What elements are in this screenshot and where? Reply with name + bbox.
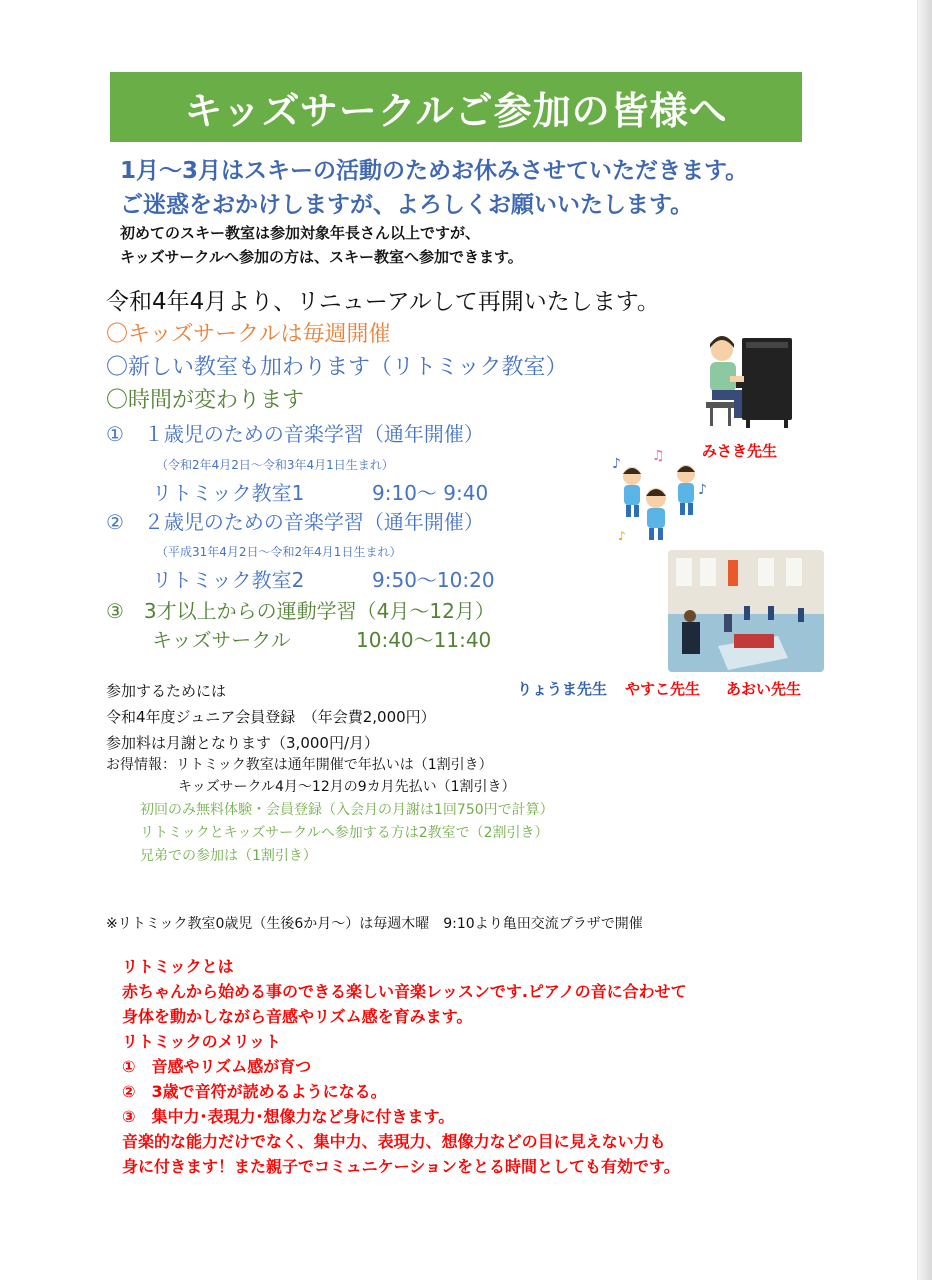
participation-membership: 令和4年度ジュニア会員登録 （年会費2,000円） <box>106 708 436 726</box>
dancing-kids-illustration <box>608 446 712 546</box>
infant-class-note: ※リトミック教室0歳児（生後6か月～）は毎週木曜 9:10より亀田交流プラザで開催 <box>106 916 643 932</box>
participation-two-class: リトミックとキッズサークルへ参加する方は2教室で（2割引き） <box>140 825 549 841</box>
page-edge <box>917 0 932 1280</box>
participation-deal-2: キッズサークル4月～12月の9カ月先払い（1割引き） <box>178 779 516 795</box>
class-2-time: 9:50～10:20 <box>372 568 495 592</box>
intro-line-1: 1月～3月はスキーの活動のためお休みさせていただきます。 <box>120 158 749 184</box>
class-2-heading: ② ２歳児のための音楽学習（通年開催） <box>106 510 484 534</box>
rhythmic-desc-1: 赤ちゃんから始める事のできる楽しい音楽レッスンです.ピアノの音に合わせて <box>122 982 687 1001</box>
teacher-misaki-label: みさき先生 <box>702 442 778 460</box>
page-title-banner <box>110 72 802 142</box>
rhythmic-merit-3: ③ 集中力･表現力･想像力など身に付きます。 <box>122 1107 455 1126</box>
class-3-heading: ③ 3才以上からの運動学習（4月～12月） <box>106 599 495 623</box>
page-title: キッズサークルご参加の皆様へ <box>184 88 728 133</box>
point-weekly: 〇キッズサークルは毎週開催 <box>106 322 391 347</box>
class-1-time: 9:10～ 9:40 <box>372 481 489 505</box>
rhythmic-merit-2: ② 3歳で音符が読めるようになる。 <box>122 1082 387 1101</box>
gym-class-photo <box>668 550 824 672</box>
teacher-yasuko-label: やすこ先生 <box>625 680 701 698</box>
class-1-name: リトミック教室1 <box>152 481 305 505</box>
participation-deal-1: お得情報：リトミック教室は通年開催で年払いは（1割引き） <box>106 757 493 773</box>
rhythmic-merit-1: ① 音感やリズム感が育つ <box>122 1057 312 1076</box>
svg-text:♪: ♪ <box>618 529 626 543</box>
class-3-name: キッズサークル <box>152 628 291 652</box>
rhythmic-heading: リトミックとは <box>122 957 234 976</box>
teacher-ryouma-label: りょうま先生 <box>517 680 608 698</box>
class-2-birth-note: （平成31年4月2日～令和2年4月1日生まれ） <box>156 545 402 559</box>
class-2-name: リトミック教室2 <box>152 568 305 592</box>
participation-heading: 参加するためには <box>106 682 227 700</box>
intro-line-3: 初めてのスキー教室は参加対象年長さん以上ですが、 <box>120 224 481 242</box>
class-1-heading: ① １歳児のための音楽学習（通年開催） <box>106 422 484 446</box>
participation-free-trial: 初回のみ無料体験・会員登録（入会月の月謝は1回750円で計算） <box>140 802 554 818</box>
rhythmic-desc-2: 身体を動かしながら音感やリズム感を育みます。 <box>122 1007 473 1026</box>
point-time-change: 〇時間が変わります <box>106 388 305 413</box>
rhythmic-summary-1: 音楽的な能力だけでなく、集中力、表現力、想像力などの目に見えない力も <box>122 1132 666 1151</box>
rhythmic-summary-2: 身に付きます！また親子でコミュニケーションをとる時間としても有効です。 <box>122 1157 680 1176</box>
svg-text:♪: ♪ <box>612 456 621 472</box>
class-3-time: 10:40～11:40 <box>356 628 492 652</box>
teacher-aoi-label: あおい先生 <box>726 680 802 698</box>
participation-siblings: 兄弟での参加は（1割引き） <box>140 848 317 864</box>
piano-teacher-illustration <box>700 330 800 430</box>
svg-text:♫: ♫ <box>652 448 665 464</box>
point-new-class: 〇新しい教室も加わります（リトミック教室） <box>106 355 568 380</box>
rhythmic-merit-heading: リトミックのメリット <box>122 1032 282 1051</box>
intro-line-4: キッズサークルへ参加の方は、スキー教室へ参加できます。 <box>120 248 523 266</box>
svg-text:♪: ♪ <box>698 482 707 498</box>
participation-fee: 参加料は月謝となります（3,000円/月） <box>106 734 379 752</box>
class-1-birth-note: （令和2年4月2日～令和3年4月1日生まれ） <box>156 458 394 472</box>
intro-line-2: ご迷惑をおかけしますが、よろしくお願いいたします。 <box>120 192 694 218</box>
announcement: 令和4年4月より、リニューアルして再開いたします。 <box>106 289 660 315</box>
